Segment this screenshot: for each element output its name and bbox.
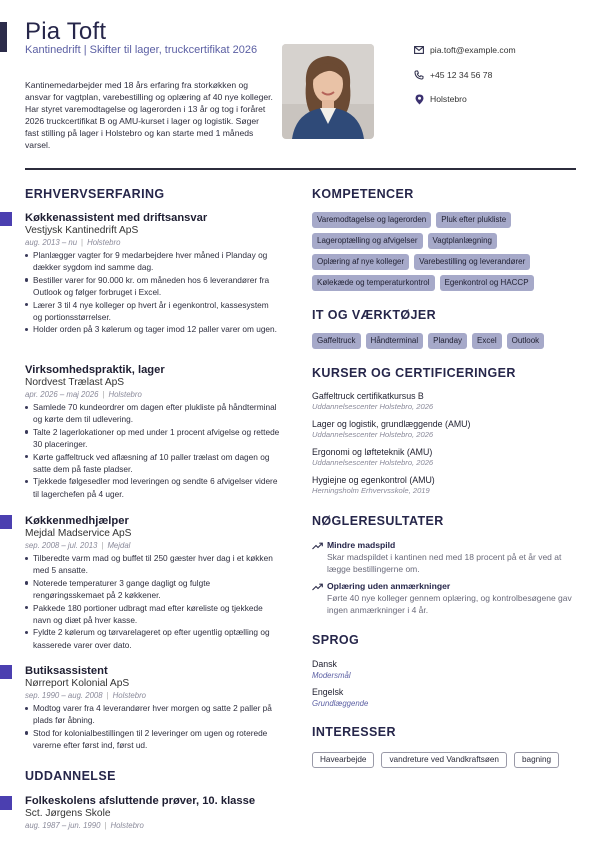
courses-heading: KURSER OG CERTIFICERINGER	[312, 366, 516, 380]
interest-tag: vandreture ved Vandkraftsøen	[381, 752, 507, 768]
phone-text: +45 12 34 56 78	[430, 69, 493, 80]
education-entry	[25, 795, 280, 831]
result-header	[312, 581, 582, 592]
interest-tag: Havearbejde	[312, 752, 374, 768]
result-header	[312, 540, 582, 551]
bullet: Fyldte 2 kølerum og tørvarelageret op efter ugentlig optælling og kasserede varer over dato.	[25, 626, 280, 651]
tools-tags	[312, 333, 582, 354]
job-location: Holstebro	[112, 691, 147, 700]
course-entry	[312, 391, 582, 412]
language-level: Modersmål	[312, 671, 351, 680]
interests-list	[312, 752, 566, 768]
skill-tag: Egenkontrol og HACCP	[440, 275, 534, 291]
interests-heading: INTERESSER	[312, 725, 396, 739]
language-level: Grundlæggende	[312, 699, 369, 708]
location-text: Holstebro	[430, 94, 467, 104]
bullet: Samlede 70 kundeordrer om dagen efter plukliste på håndterminal og kørte dem til udlevering.	[25, 401, 280, 426]
job-company: Vestjysk Kantinedrift ApS	[25, 225, 139, 236]
interest-tag: bagning	[514, 752, 559, 768]
job-dates: sep. 2008 – jul. 2013	[25, 541, 98, 550]
bullet: Tilberedte varm mad og buffet til 250 gæster hver dag i et køkken med 5 ansatte.	[25, 552, 280, 577]
job-title: Køkkenmedhjælper	[25, 515, 129, 527]
bullet: Talte 2 lagerlokationer op med under 1 procent afvigelse og rettede 30 placeringer.	[25, 426, 280, 451]
education-heading: UDDANNELSE	[25, 769, 116, 783]
job-location: Mejdal	[107, 541, 131, 550]
job-dates: apr. 2026 – maj 2026	[25, 390, 99, 399]
job-marker	[0, 665, 12, 679]
job-location: Holstebro	[108, 390, 142, 399]
job-bullets	[25, 249, 280, 336]
language-entry	[312, 687, 368, 709]
course-title: Gaffeltruck certifikatkursus B	[312, 391, 424, 401]
result-entry	[312, 581, 582, 616]
profile-summary: Kantinemedarbejder med 18 års erfaring fra storkøkken og ansvar for vagtplan, varebestilling og oplæring af 40 nye kolleger. Har styret varemodtagelse og lagerorden i 13 år og tog i foråret 2026 truckcertifikat B og AMU-kurset i lager og logistik. Søger fast stilling på lager i Holstebro og kan starte med 1 måneds varsel.	[25, 80, 273, 150]
job-dates: sep. 1990 – aug. 2008	[25, 691, 103, 700]
job-company: Nørreport Kolonial ApS	[25, 678, 130, 689]
result-title: Oplæring uden anmærkninger	[327, 581, 451, 591]
course-title: Hygiejne og egenkontrol (AMU)	[312, 475, 435, 485]
headline: Kantinedrift | Skifter til lager, truckcertifikat 2026	[25, 44, 258, 56]
course-meta: Uddannelsescenter Holstebro, 2026	[312, 430, 434, 439]
job-location: Holstebro	[87, 238, 121, 247]
bullet: Stod for kolonialbestillingen til 2 leveringer om ugen og roterede varerne efter først ind, først ud.	[25, 727, 280, 752]
skills-heading: KOMPETENCER	[312, 187, 414, 201]
bullet: Holder orden på 3 kølerum og tager imod 12 paller varer om ugen.	[25, 323, 280, 335]
result-description: Skar madspildet i kantinen ned med 18 procent på et år ved at lægge bestillingerne om.	[327, 552, 562, 574]
tools-heading: IT OG VÆRKTØJER	[312, 308, 437, 322]
languages-heading: SPROG	[312, 633, 360, 647]
bullet: Modtog varer fra 4 leverandører hver morgen og satte 2 paller på plads før åbning.	[25, 702, 280, 727]
result-entry	[312, 540, 582, 575]
job-marker	[0, 212, 12, 226]
course-meta: Uddannelsescenter Holstebro, 2026	[312, 402, 434, 411]
language-name: Dansk	[312, 659, 337, 669]
course-meta: Uddannelsescenter Holstebro, 2026	[312, 458, 434, 467]
skill-tag: Pluk efter plukliste	[436, 212, 511, 228]
person-name: Pia Toft	[25, 18, 107, 45]
result-description: Førte 40 nye kolleger gennem oplæring, og kontrolbesøgene gav ingen anmærkninger i 4 år.	[327, 593, 572, 615]
job-entry	[25, 665, 280, 752]
tool-tag: Planday	[428, 333, 467, 349]
location-pin-icon	[414, 94, 424, 104]
skill-tag: Vagtplanlægning	[428, 233, 497, 249]
skill-tag: Kølekæde og temperaturkontrol	[312, 275, 435, 291]
course-entry	[312, 447, 582, 468]
job-entry	[25, 212, 280, 336]
skills-tags	[312, 212, 582, 296]
job-title: Køkkenassistent med driftsansvar	[25, 212, 208, 224]
skill-tag: Oplæring af nye kolleger	[312, 254, 409, 270]
education-marker	[0, 796, 12, 810]
language-name: Engelsk	[312, 687, 344, 697]
skill-tag: Lageroptælling og afvigelser	[312, 233, 423, 249]
bullet: Pakkede 180 portioner udbragt mad efter køreliste og tjekkede navn og diæt på hver kasse.	[25, 602, 280, 627]
course-title: Lager og logistik, grundlæggende (AMU)	[312, 419, 471, 429]
bullet: Bestiller varer for 90.000 kr. om måneden hos 6 leverandører fra Outlook og følger forbruget i Excel.	[25, 274, 280, 299]
header-accent-bar	[0, 22, 7, 52]
course-title: Ergonomi og løfteteknik (AMU)	[312, 447, 433, 457]
job-bullets	[25, 401, 280, 500]
tool-tag: Håndterminal	[366, 333, 424, 349]
bullet: Kørte gaffeltruck ved aflæsning af 10 paller trælast om dagen og satte dem på faste pladser.	[25, 451, 280, 476]
job-meta: sep. 1990 – aug. 2008 | Holstebro	[25, 691, 147, 700]
job-company: Mejdal Madservice ApS	[25, 528, 132, 539]
contact-location	[414, 93, 516, 105]
job-bullets	[25, 702, 280, 752]
job-title: Butiksassistent	[25, 665, 108, 677]
email-text: pia.toft@example.com	[430, 45, 516, 55]
result-title: Mindre madspild	[327, 540, 396, 550]
contact-phone[interactable]	[414, 69, 516, 81]
education-dates: aug. 1987 – jun. 1990	[25, 821, 101, 830]
contact-list	[414, 44, 516, 118]
trend-up-icon	[312, 583, 323, 591]
job-meta: aug. 2013 – nu | Holstebro	[25, 238, 121, 247]
job-title: Virksomhedspraktik, lager	[25, 364, 165, 376]
results-heading: NØGLERESULTATER	[312, 514, 444, 528]
bullet: Noterede temperaturer 3 gange dagligt og fulgte rengøringsskemaet på 2 køkkener.	[25, 577, 280, 602]
experience-heading: ERHVERVSERFARING	[25, 187, 165, 201]
job-bullets	[25, 552, 280, 651]
education-location: Holstebro	[110, 821, 144, 830]
tool-tag: Outlook	[507, 333, 545, 349]
mail-icon	[414, 45, 424, 55]
education-title: Folkeskolens afsluttende prøver, 10. klasse	[25, 795, 256, 807]
job-meta: sep. 2008 – jul. 2013 | Mejdal	[25, 541, 131, 550]
job-meta: apr. 2026 – maj 2026 | Holstebro	[25, 390, 142, 399]
profile-photo	[282, 44, 374, 139]
job-marker	[0, 515, 12, 529]
education-school: Sct. Jørgens Skole	[25, 808, 111, 819]
job-company: Nordvest Trælast ApS	[25, 377, 125, 388]
skill-tag: Varemodtagelse og lagerorden	[312, 212, 431, 228]
education-meta: aug. 1987 – jun. 1990 | Holstebro	[25, 821, 144, 830]
skill-tag: Varebestilling og leverandører	[414, 254, 530, 270]
phone-icon	[414, 70, 424, 80]
course-entry	[312, 419, 582, 440]
course-meta: Herningsholm Erhvervsskole, 2019	[312, 486, 430, 495]
bullet: Tjekkede følgesedler mod leveringen og sendte 6 afvigelser videre til lagerchefen på 4 uger.	[25, 475, 280, 500]
job-entry	[25, 515, 280, 651]
course-entry	[312, 475, 582, 496]
tool-tag: Excel	[472, 333, 502, 349]
bullet: Lærer 3 til 4 nye kolleger op hvert år i egenkontrol, kassesystem og portionsstørrelser.	[25, 299, 280, 324]
job-dates: aug. 2013 – nu	[25, 238, 78, 247]
job-entry	[25, 364, 280, 500]
tool-tag: Gaffeltruck	[312, 333, 361, 349]
language-entry	[312, 659, 351, 681]
bullet: Planlægger vagter for 9 medarbejdere hver måned i Planday og dækker sygdom ind samme dag.	[25, 249, 280, 274]
trend-up-icon	[312, 542, 323, 550]
header-divider	[25, 168, 576, 170]
contact-email[interactable]	[414, 44, 516, 56]
